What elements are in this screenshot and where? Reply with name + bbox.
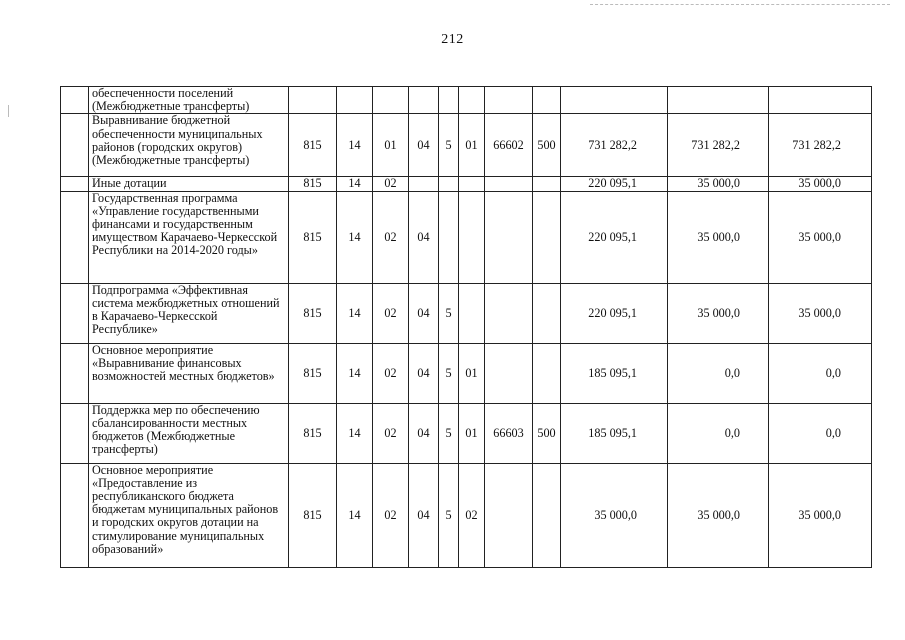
amount-year1-cell: 185 095,1	[561, 343, 668, 403]
subprogram-code-cell	[439, 177, 459, 191]
activity-code-cell: 01	[459, 343, 485, 403]
subsection-code-cell	[373, 87, 409, 114]
activity-code-cell	[459, 177, 485, 191]
item-name-cell: Основное мероприятие «Выравнивание финансовых возможностей местных бюджетов»	[89, 343, 289, 403]
subsection-code-cell: 02	[373, 283, 409, 343]
row-index-cell	[61, 87, 89, 114]
section-code-cell: 14	[337, 177, 373, 191]
scan-border-line	[590, 4, 890, 5]
grbs-code-cell: 815	[289, 403, 337, 463]
section-code-cell: 14	[337, 463, 373, 567]
item-name-cell: Выравнивание бюджетной обеспеченности муниципальных районов (городских округов) (Межбюджетные трансферты)	[89, 114, 289, 177]
amount-year3-cell: 731 282,2	[769, 114, 872, 177]
section-code-cell: 14	[337, 343, 373, 403]
section-code-cell	[337, 87, 373, 114]
amount-year1-cell: 731 282,2	[561, 114, 668, 177]
amount-year3-cell: 35 000,0	[769, 283, 872, 343]
program-code-cell: 04	[409, 463, 439, 567]
subprogram-code-cell: 5	[439, 114, 459, 177]
budget-table	[60, 86, 872, 568]
activity-code-cell	[459, 283, 485, 343]
direction-code-cell: 66602	[485, 114, 533, 177]
subsection-code-cell: 02	[373, 343, 409, 403]
amount-year3-cell	[769, 87, 872, 114]
amount-year2-cell: 35 000,0	[668, 283, 769, 343]
activity-code-cell: 01	[459, 403, 485, 463]
page-number: 212	[441, 32, 464, 47]
item-name-cell: Подпрограмма «Эффективная система межбюджетных отношений в Карачаево-Черкесской Республике»	[89, 283, 289, 343]
subprogram-code-cell: 5	[439, 463, 459, 567]
program-code-cell: 04	[409, 114, 439, 177]
subprogram-code-cell: 5	[439, 403, 459, 463]
program-code-cell: 04	[409, 283, 439, 343]
activity-code-cell: 01	[459, 114, 485, 177]
subprogram-code-cell: 5	[439, 343, 459, 403]
program-code-cell	[409, 177, 439, 191]
activity-code-cell: 02	[459, 463, 485, 567]
table-row	[61, 343, 872, 403]
subprogram-code-cell	[439, 191, 459, 283]
section-code-cell: 14	[337, 191, 373, 283]
subsection-code-cell: 02	[373, 191, 409, 283]
expense-type-cell	[533, 87, 561, 114]
grbs-code-cell: 815	[289, 463, 337, 567]
table-body	[61, 87, 872, 568]
direction-code-cell	[485, 463, 533, 567]
grbs-code-cell: 815	[289, 191, 337, 283]
amount-year3-cell: 35 000,0	[769, 177, 872, 191]
row-index-cell	[61, 191, 89, 283]
amount-year1-cell: 220 095,1	[561, 191, 668, 283]
program-code-cell: 04	[409, 403, 439, 463]
scan-margin-mark	[8, 105, 9, 117]
row-index-cell	[61, 463, 89, 567]
amount-year2-cell: 731 282,2	[668, 114, 769, 177]
amount-year2-cell: 35 000,0	[668, 177, 769, 191]
grbs-code-cell: 815	[289, 177, 337, 191]
expense-type-cell	[533, 177, 561, 191]
direction-code-cell	[485, 283, 533, 343]
row-index-cell	[61, 403, 89, 463]
item-name-cell: Поддержка мер по обеспечению сбалансированности местных бюджетов (Межбюджетные трансферты)	[89, 403, 289, 463]
table-row	[61, 463, 872, 567]
amount-year2-cell: 35 000,0	[668, 463, 769, 567]
subsection-code-cell: 02	[373, 177, 409, 191]
expense-type-cell	[533, 463, 561, 567]
table-row	[61, 114, 872, 177]
subprogram-code-cell: 5	[439, 283, 459, 343]
direction-code-cell	[485, 343, 533, 403]
direction-code-cell	[485, 191, 533, 283]
subprogram-code-cell	[439, 87, 459, 114]
activity-code-cell	[459, 87, 485, 114]
row-index-cell	[61, 343, 89, 403]
amount-year3-cell: 0,0	[769, 403, 872, 463]
table-row	[61, 177, 872, 191]
row-index-cell	[61, 114, 89, 177]
expense-type-cell	[533, 191, 561, 283]
section-code-cell: 14	[337, 403, 373, 463]
amount-year1-cell: 35 000,0	[561, 463, 668, 567]
program-code-cell	[409, 87, 439, 114]
amount-year3-cell: 0,0	[769, 343, 872, 403]
amount-year2-cell	[668, 87, 769, 114]
row-index-cell	[61, 177, 89, 191]
direction-code-cell	[485, 177, 533, 191]
amount-year2-cell: 0,0	[668, 403, 769, 463]
section-code-cell: 14	[337, 114, 373, 177]
grbs-code-cell: 815	[289, 343, 337, 403]
row-index-cell	[61, 283, 89, 343]
table-row	[61, 191, 872, 283]
table-row	[61, 403, 872, 463]
amount-year1-cell	[561, 87, 668, 114]
subsection-code-cell: 02	[373, 403, 409, 463]
grbs-code-cell	[289, 87, 337, 114]
amount-year1-cell: 185 095,1	[561, 403, 668, 463]
amount-year1-cell: 220 095,1	[561, 283, 668, 343]
amount-year2-cell: 35 000,0	[668, 191, 769, 283]
expense-type-cell: 500	[533, 403, 561, 463]
program-code-cell: 04	[409, 343, 439, 403]
expense-type-cell: 500	[533, 114, 561, 177]
amount-year3-cell: 35 000,0	[769, 191, 872, 283]
grbs-code-cell: 815	[289, 114, 337, 177]
section-code-cell: 14	[337, 283, 373, 343]
item-name-cell: обеспеченности поселений (Межбюджетные трансферты)	[89, 87, 289, 114]
table-row	[61, 283, 872, 343]
direction-code-cell: 66603	[485, 403, 533, 463]
grbs-code-cell: 815	[289, 283, 337, 343]
expense-type-cell	[533, 343, 561, 403]
amount-year1-cell: 220 095,1	[561, 177, 668, 191]
program-code-cell: 04	[409, 191, 439, 283]
amount-year3-cell: 35 000,0	[769, 463, 872, 567]
table-row	[61, 87, 872, 114]
expense-type-cell	[533, 283, 561, 343]
amount-year2-cell: 0,0	[668, 343, 769, 403]
subsection-code-cell: 02	[373, 463, 409, 567]
direction-code-cell	[485, 87, 533, 114]
subsection-code-cell: 01	[373, 114, 409, 177]
item-name-cell: Иные дотации	[89, 177, 289, 191]
activity-code-cell	[459, 191, 485, 283]
item-name-cell: Основное мероприятие «Предоставление из республиканского бюджета бюджетам муниципальных районов и городских округов дотации на стимулирование муниципальных образований»	[89, 463, 289, 567]
item-name-cell: Государственная программа «Управление государственными финансами и государственным имуществом Карачаево-Черкесской Республики на 2014-2020 годы»	[89, 191, 289, 283]
